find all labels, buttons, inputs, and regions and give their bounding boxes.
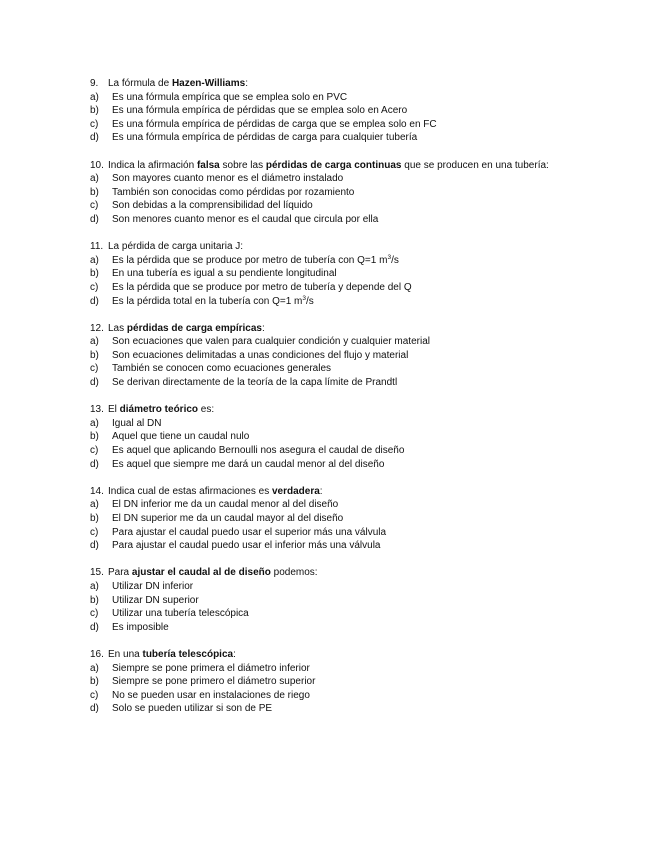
option-text	[112, 662, 310, 676]
question-stem-emphasis: diámetro teórico	[119, 404, 199, 416]
option-text-segment: Siempre se pone primero el diámetro superior	[112, 676, 316, 688]
question-stem-text: que se producen en una tubería:	[401, 159, 549, 171]
option-text	[112, 118, 437, 132]
question-stem-text: Indica la afirmación	[108, 159, 197, 171]
answer-option	[90, 213, 590, 227]
option-letter: b)	[90, 268, 99, 280]
answer-option	[90, 689, 590, 703]
option-text-segment: Es aquel que aplicando Bernoulli nos asegura el caudal de diseño	[112, 445, 405, 457]
option-letter: d)	[90, 295, 99, 307]
answer-option	[90, 172, 590, 186]
question-list	[90, 77, 590, 730]
option-text	[112, 295, 314, 309]
option-text	[112, 335, 430, 349]
answer-option	[90, 362, 590, 376]
answer-option	[90, 662, 590, 676]
answer-option	[90, 444, 590, 458]
question-stem	[90, 648, 590, 662]
option-text-segment: Es una fórmula empírica de pérdidas de carga que se emplea solo en FC	[112, 118, 437, 130]
question-block	[90, 403, 590, 471]
option-text	[112, 91, 347, 105]
option-text	[112, 702, 272, 716]
option-letter: c)	[90, 608, 99, 620]
answer-option	[90, 498, 590, 512]
option-text-segment: Igual al DN	[112, 417, 162, 429]
option-text-segment: Es la pérdida que se produce por metro de tubería con Q=1 m	[112, 254, 388, 266]
option-letter: d)	[90, 377, 99, 389]
question-stem-emphasis: pérdidas de carga continuas	[265, 159, 402, 171]
answer-option	[90, 349, 590, 363]
option-letter: d)	[90, 621, 99, 633]
answer-option	[90, 621, 590, 635]
question-stem-emphasis: Hazen-Williams	[171, 78, 246, 89]
option-text-segment: El DN superior me da un caudal mayor al del diseño	[112, 513, 344, 524]
question-stem-emphasis: ajustar el caudal al de diseño	[131, 567, 271, 579]
answer-option	[90, 295, 590, 309]
option-text	[112, 417, 161, 431]
option-text	[112, 458, 384, 472]
question-stem-text: Indica cual de estas afirmaciones es	[108, 485, 272, 497]
answer-option	[90, 458, 590, 472]
option-text	[112, 621, 169, 635]
option-text	[112, 607, 249, 621]
question-number: 14.	[90, 485, 104, 497]
option-text-segment: Para ajustar el caudal puedo usar el superior más una válvula	[112, 526, 387, 538]
option-text-segment: Son menores cuanto menor es el caudal que circula por ella	[112, 213, 379, 225]
option-letter: c)	[90, 118, 99, 130]
option-text	[112, 539, 381, 553]
question-stem	[90, 322, 590, 336]
option-text-segment: Es imposible	[112, 621, 169, 633]
answer-option	[90, 199, 590, 213]
question-number: 16.	[90, 648, 104, 660]
question-stem-emphasis: pérdidas de carga empíricas	[126, 322, 262, 334]
option-text-segment: /s	[306, 295, 314, 307]
option-letter: b)	[90, 186, 99, 198]
option-text-segment: Es una fórmula empírica de pérdidas de carga para cualquier tubería	[112, 132, 418, 144]
answer-option	[90, 417, 590, 431]
question-stem	[90, 240, 590, 254]
option-text	[112, 349, 408, 363]
question-stem-emphasis: falsa	[196, 159, 220, 171]
question-stem-text: :	[319, 485, 323, 497]
option-text	[112, 213, 378, 227]
question-stem	[90, 566, 590, 580]
question-stem-text: es:	[198, 404, 215, 416]
option-letter: c)	[90, 445, 99, 457]
answer-option	[90, 281, 590, 295]
option-text-segment: El DN inferior me da un caudal menor al del diseño	[112, 499, 339, 511]
option-text	[112, 675, 315, 689]
answer-option	[90, 512, 590, 526]
option-letter: d)	[90, 213, 99, 225]
option-text-segment: En una tubería es igual a su pendiente longitudinal	[112, 268, 337, 280]
question-block	[90, 485, 590, 553]
superscript: 3	[302, 294, 307, 302]
answer-option	[90, 186, 590, 200]
question-stem	[90, 403, 590, 417]
question-stem	[90, 77, 590, 91]
option-text	[112, 281, 412, 295]
option-letter: d)	[90, 132, 99, 144]
option-text	[112, 376, 397, 390]
option-text-segment: No se pueden usar en instalaciones de riego	[112, 689, 310, 701]
answer-option	[90, 594, 590, 608]
option-text-segment: /s	[391, 254, 399, 266]
question-block	[90, 240, 590, 308]
option-letter: a)	[90, 417, 99, 429]
question-stem-emphasis: tubería telescópica	[142, 648, 234, 660]
option-text-segment: Utilizar DN inferior	[112, 580, 194, 592]
option-letter: a)	[90, 173, 99, 185]
option-text	[112, 172, 343, 186]
option-text	[112, 199, 313, 213]
option-letter: a)	[90, 499, 99, 511]
option-letter: a)	[90, 91, 99, 103]
question-block	[90, 648, 590, 716]
answer-option	[90, 539, 590, 553]
question-stem-text: :	[233, 648, 236, 660]
answer-option	[90, 104, 590, 118]
question-number: 11.	[90, 241, 104, 253]
option-text	[112, 254, 399, 268]
question-stem-text: La pérdida de carga unitaria J:	[108, 241, 244, 253]
option-text-segment: Utilizar una tubería telescópica	[112, 608, 249, 620]
question-number: 10.	[90, 159, 104, 171]
answer-option	[90, 430, 590, 444]
option-text-segment: Para ajustar el caudal puedo usar el inferior más una válvula	[112, 540, 381, 552]
option-letter: d)	[90, 540, 99, 552]
question-number: 13.	[90, 404, 104, 416]
option-text-segment: Es una fórmula empírica de pérdidas que se emplea solo en Acero	[112, 105, 408, 117]
option-text-segment: Aquel que tiene un caudal nulo	[112, 431, 250, 443]
option-text	[112, 594, 199, 608]
answer-option	[90, 607, 590, 621]
answer-option	[90, 376, 590, 390]
option-letter: b)	[90, 431, 99, 443]
option-text-segment: Utilizar DN superior	[112, 594, 199, 606]
answer-option	[90, 580, 590, 594]
option-letter: a)	[90, 254, 99, 266]
option-letter: b)	[90, 349, 99, 361]
option-letter: a)	[90, 662, 99, 674]
option-text	[112, 186, 354, 200]
question-stem-text: podemos:	[270, 567, 318, 579]
answer-option	[90, 131, 590, 145]
option-text	[112, 131, 417, 145]
question-stem	[90, 485, 590, 499]
option-letter: c)	[90, 526, 99, 538]
option-text	[112, 104, 407, 118]
option-text-segment: Siempre se pone primera el diámetro inferior	[112, 662, 310, 674]
option-text	[112, 267, 337, 281]
answer-option	[90, 702, 590, 716]
question-block	[90, 159, 590, 227]
question-stem	[90, 159, 590, 173]
question-number: 12.	[90, 322, 104, 334]
option-letter: c)	[90, 281, 99, 293]
question-number: 15.	[90, 567, 104, 579]
option-text-segment: Es la pérdida total en la tubería con Q=1 m	[112, 295, 303, 307]
option-text-segment: Se derivan directamente de la teoría de la capa límite de Prandtl	[112, 377, 398, 389]
answer-option	[90, 254, 590, 268]
question-stem-text: :	[261, 322, 265, 334]
option-text-segment: Solo se pueden utilizar si son de PE	[112, 703, 273, 715]
option-text	[112, 430, 249, 444]
option-letter: a)	[90, 336, 99, 348]
option-text	[112, 498, 338, 512]
question-block	[90, 322, 590, 390]
question-stem-text: En una	[108, 648, 143, 660]
question-number: 9.	[90, 78, 99, 89]
answer-option	[90, 267, 590, 281]
option-text	[112, 689, 310, 703]
answer-option	[90, 675, 590, 689]
option-letter: b)	[90, 676, 99, 688]
superscript: 3	[387, 253, 392, 261]
option-text-segment: Es una fórmula empírica que se emplea solo en PVC	[112, 91, 348, 103]
question-stem-text: Las	[108, 322, 127, 334]
option-text-segment: También se conocen como ecuaciones generales	[112, 363, 332, 375]
option-text-segment: Son debidas a la comprensibilidad del líquido	[112, 200, 313, 212]
option-text-segment: Son ecuaciones que valen para cualquier condición y cualquier material	[112, 336, 430, 348]
option-letter: b)	[90, 513, 99, 524]
question-stem-text: sobre las	[219, 159, 266, 171]
answer-option	[90, 118, 590, 132]
option-letter: d)	[90, 458, 99, 470]
question-stem-emphasis: verdadera	[271, 485, 320, 497]
question-stem-text: :	[245, 78, 248, 89]
option-text	[112, 444, 404, 458]
option-letter: b)	[90, 594, 99, 606]
answer-option	[90, 526, 590, 540]
option-text-segment: También son conocidas como pérdidas por rozamiento	[112, 186, 355, 198]
option-text-segment: Es aquel que siempre me dará un caudal menor al del diseño	[112, 458, 385, 470]
option-text	[112, 580, 193, 594]
option-letter: d)	[90, 703, 99, 715]
option-text	[112, 362, 331, 376]
answer-option	[90, 335, 590, 349]
question-stem-text: La fórmula de	[108, 78, 172, 89]
question-block	[90, 566, 590, 634]
answer-option	[90, 91, 590, 105]
question-stem-text: El	[108, 404, 120, 416]
option-text	[112, 512, 343, 526]
question-block	[90, 77, 590, 145]
option-letter: a)	[90, 580, 99, 592]
option-text-segment: Son ecuaciones delimitadas a unas condiciones del flujo y material	[112, 349, 409, 361]
option-text-segment: Es la pérdida que se produce por metro de tubería y depende del Q	[112, 281, 412, 293]
option-letter: c)	[90, 689, 99, 701]
option-text	[112, 526, 386, 540]
option-letter: c)	[90, 363, 99, 375]
option-letter: b)	[90, 105, 99, 117]
question-stem-text: Para	[108, 567, 132, 579]
option-letter: c)	[90, 200, 99, 212]
option-text-segment: Son mayores cuanto menor es el diámetro instalado	[112, 173, 344, 185]
